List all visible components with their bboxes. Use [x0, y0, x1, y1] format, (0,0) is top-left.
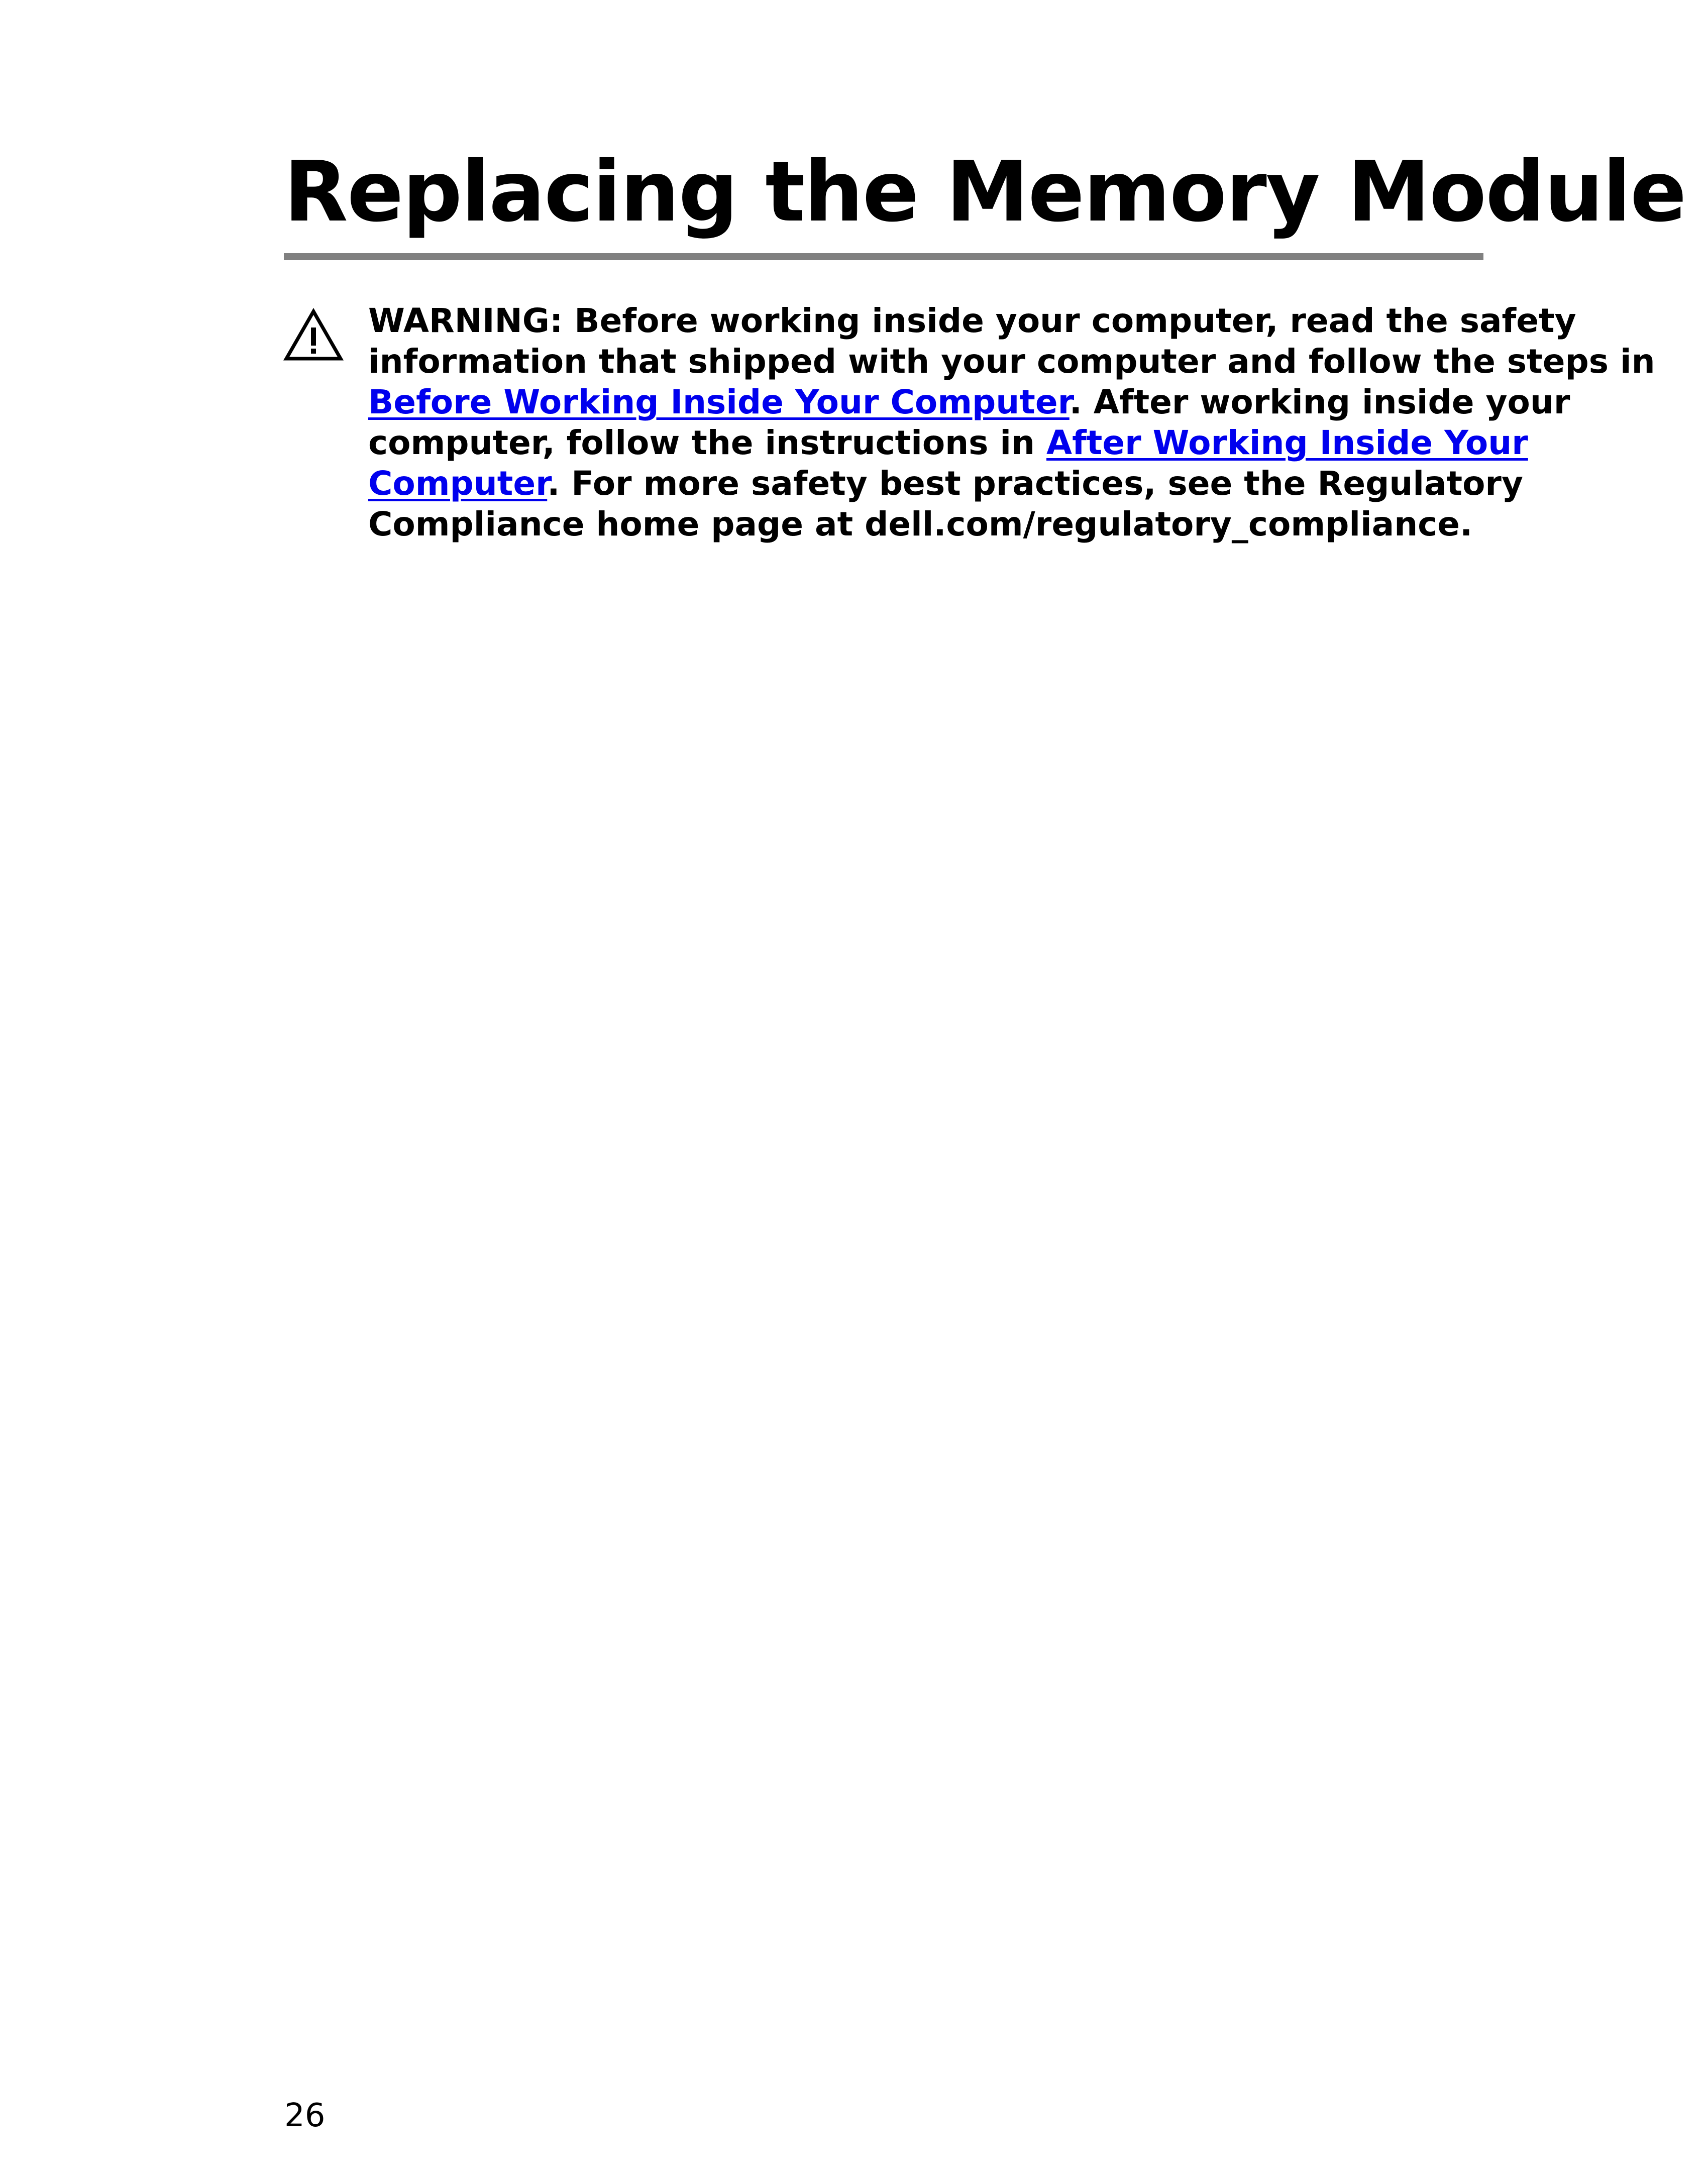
warning-line-5-rest: . For more safety best practices, see the Regulatory: [547, 464, 1523, 503]
page-title: Replacing the Memory Module: [284, 144, 1686, 241]
title-rule: [284, 253, 1483, 260]
after-working-inside-link-part1[interactable]: After Working Inside Your: [1046, 423, 1528, 462]
after-working-inside-link-part2[interactable]: Computer: [368, 464, 548, 503]
warning-triangle-icon: [282, 306, 345, 362]
warning-line-6: Compliance home page at dell.com/regulatory_compliance.: [368, 505, 1473, 543]
page-number: 26: [284, 2097, 326, 2134]
warning-line-5: [368, 463, 1523, 504]
warning-line-4: [368, 422, 1528, 463]
before-working-inside-link[interactable]: Before Working Inside Your Computer: [368, 383, 1070, 421]
warning-line-3: [368, 382, 1570, 422]
warning-line-2: information that shipped with your computer and follow the steps in: [368, 342, 1655, 381]
warning-line-4-text: computer, follow the instructions in: [368, 423, 1047, 462]
warning-line-3-rest: . After working inside your: [1069, 383, 1570, 421]
warning-notice: [368, 300, 1655, 544]
warning-line-1: WARNING: Before working inside your computer, read the safety: [368, 301, 1576, 340]
